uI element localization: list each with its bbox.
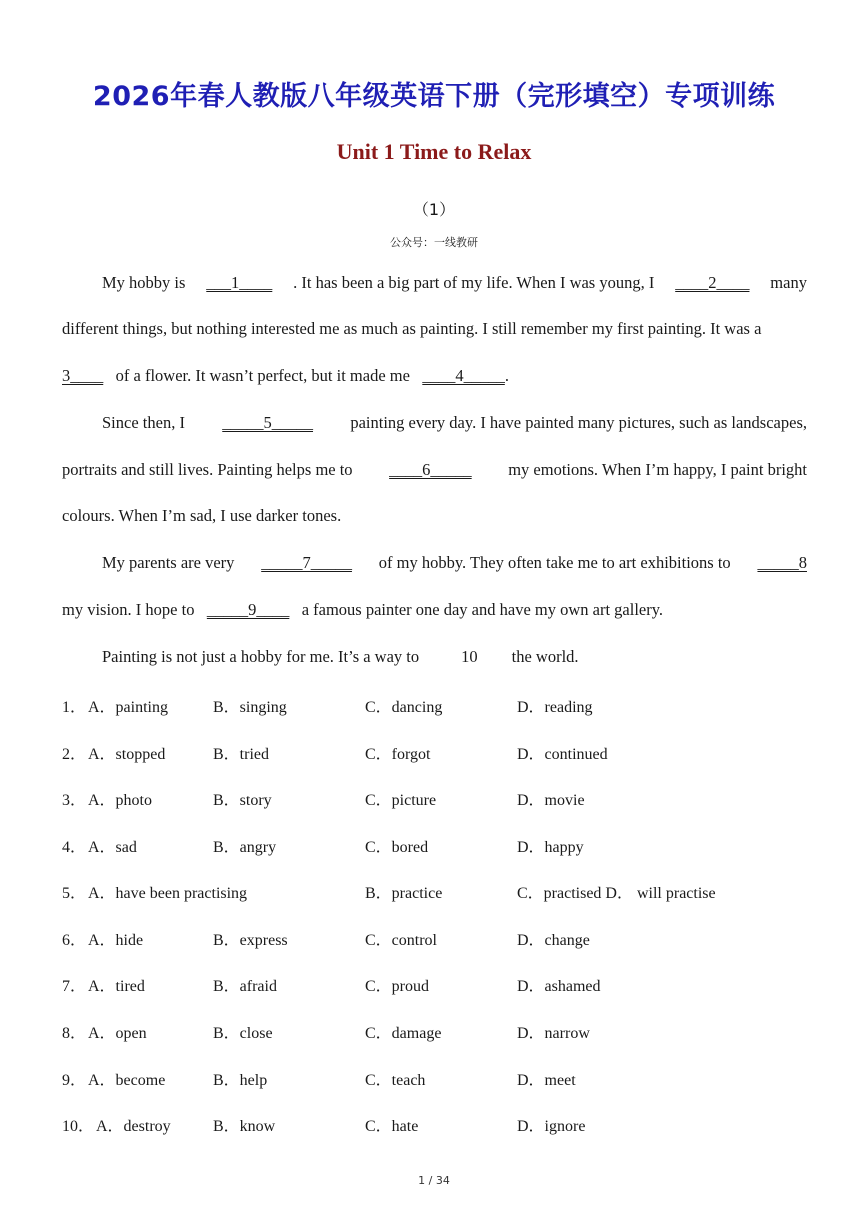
passage-line-5: portraits and still lives. Painting helps me to ____6_____ my emotions. When I’m happy, I paint bright bbox=[62, 460, 807, 479]
option-d: D．reading bbox=[517, 699, 593, 716]
blank-3: 3____ bbox=[62, 366, 104, 385]
option-d: D．meet bbox=[517, 1072, 576, 1089]
publisher-note: 公众号：一线教研 bbox=[390, 236, 478, 249]
blank-8: _____8 bbox=[757, 553, 807, 572]
option-a: A．have been practising bbox=[88, 885, 248, 902]
blank-6: ____6_____ bbox=[389, 460, 472, 479]
option-d: D．continued bbox=[517, 746, 608, 763]
option-c: C．proud bbox=[365, 978, 430, 995]
question-3: 3． A．photo B．story C．picture D．movie bbox=[62, 787, 807, 807]
option-b: B．express bbox=[213, 932, 288, 949]
option-c: C．dancing bbox=[365, 699, 443, 716]
option-b: B．tried bbox=[213, 746, 269, 763]
option-b: B．singing bbox=[213, 699, 287, 716]
passage-line-9: Painting is not just a hobby for me. It’s a way to 10 the world. bbox=[102, 647, 579, 666]
option-d: D．ashamed bbox=[517, 978, 601, 995]
option-c-d: C．practised D． will practise bbox=[517, 885, 716, 902]
option-d: D．movie bbox=[517, 792, 585, 809]
blank-9: _____9____ bbox=[206, 600, 290, 619]
option-b: B．afraid bbox=[213, 978, 277, 995]
blank-4: ____4_____ bbox=[422, 366, 505, 385]
option-a: A．open bbox=[88, 1025, 147, 1042]
passage-line-7: My parents are very _____7_____ of my hobby. They often take me to art exhibitions to _____8 bbox=[102, 553, 807, 572]
question-5: 5． A．have been practising B．practice C．practised D． will practise bbox=[62, 880, 807, 900]
option-c: C．teach bbox=[365, 1072, 426, 1089]
blank-5: _____5_____ bbox=[222, 413, 314, 432]
section-number: （1） bbox=[412, 200, 456, 219]
option-a: A．stopped bbox=[88, 746, 166, 763]
option-c: C．bored bbox=[365, 839, 429, 856]
option-a: A．photo bbox=[88, 792, 153, 809]
question-1: 1． A．painting B．singing C．dancing D．reading bbox=[62, 694, 807, 714]
passage-line-3: 3____ of a flower. It wasn’t perfect, but it made me ____4_____. bbox=[62, 366, 509, 385]
blank-1: ___1____ bbox=[206, 273, 273, 292]
option-a: A．sad bbox=[88, 839, 137, 856]
option-b: B．angry bbox=[213, 839, 277, 856]
question-8: 8． A．open B．close C．damage D．narrow bbox=[62, 1020, 807, 1040]
option-d: D．happy bbox=[517, 839, 584, 856]
blank-2: ____2____ bbox=[675, 273, 750, 292]
option-c: C．picture bbox=[365, 792, 437, 809]
option-a: A．tired bbox=[88, 978, 145, 995]
blank-7: _____7_____ bbox=[261, 553, 352, 572]
question-6: 6． A．hide B．express C．control D．change bbox=[62, 927, 807, 947]
question-9: 9． A．become B．help C．teach D．meet bbox=[62, 1067, 807, 1087]
passage-line-2: different things, but nothing interested me as much as painting. I still remember my first painting. It was a bbox=[62, 319, 762, 338]
unit-heading: Unit 1 Time to Relax bbox=[336, 139, 532, 164]
passage-line-1: My hobby is ___1____ . It has been a big part of my life. When I was young, I ____2____ many bbox=[102, 273, 807, 292]
option-a: A．painting bbox=[88, 699, 168, 716]
option-d: D．change bbox=[517, 932, 590, 949]
option-c: C．damage bbox=[365, 1025, 442, 1042]
option-d: D．narrow bbox=[517, 1025, 590, 1042]
option-c: C．forgot bbox=[365, 746, 431, 763]
page-number: 1 / 34 bbox=[418, 1174, 450, 1187]
option-a: A．destroy bbox=[96, 1118, 171, 1135]
passage-line-4: Since then, I _____5_____ painting every day. I have painted many pictures, such as landscapes, bbox=[102, 413, 807, 432]
option-a: A．hide bbox=[88, 932, 144, 949]
question-2: 2． A．stopped B．tried C．forgot D．continued bbox=[62, 741, 807, 761]
option-d: D．ignore bbox=[517, 1118, 586, 1135]
option-c: C．control bbox=[365, 932, 437, 949]
passage-line-6: colours. When I’m sad, I use darker tones. bbox=[62, 506, 342, 525]
question-4: 4． A．sad B．angry C．bored D．happy bbox=[62, 834, 807, 854]
option-b: B．help bbox=[213, 1072, 268, 1089]
blank-10: 10 bbox=[461, 647, 478, 666]
option-b: B．know bbox=[213, 1118, 276, 1135]
question-7: 7． A．tired B．afraid C．proud D．ashamed bbox=[62, 973, 807, 993]
option-c: C．hate bbox=[365, 1118, 419, 1135]
option-b: B．story bbox=[213, 792, 272, 809]
option-a: A．become bbox=[88, 1072, 166, 1089]
option-b: B．practice bbox=[365, 885, 443, 902]
passage-line-8: my vision. I hope to _____9____ a famous painter one day and have my own art gallery. bbox=[62, 600, 664, 619]
question-10: 10． A．destroy B．know C．hate D．ignore bbox=[62, 1113, 807, 1133]
page-title: 2026年春人教版八年级英语下册（完形填空）专项训练 bbox=[92, 81, 776, 112]
option-b: B．close bbox=[213, 1025, 273, 1042]
